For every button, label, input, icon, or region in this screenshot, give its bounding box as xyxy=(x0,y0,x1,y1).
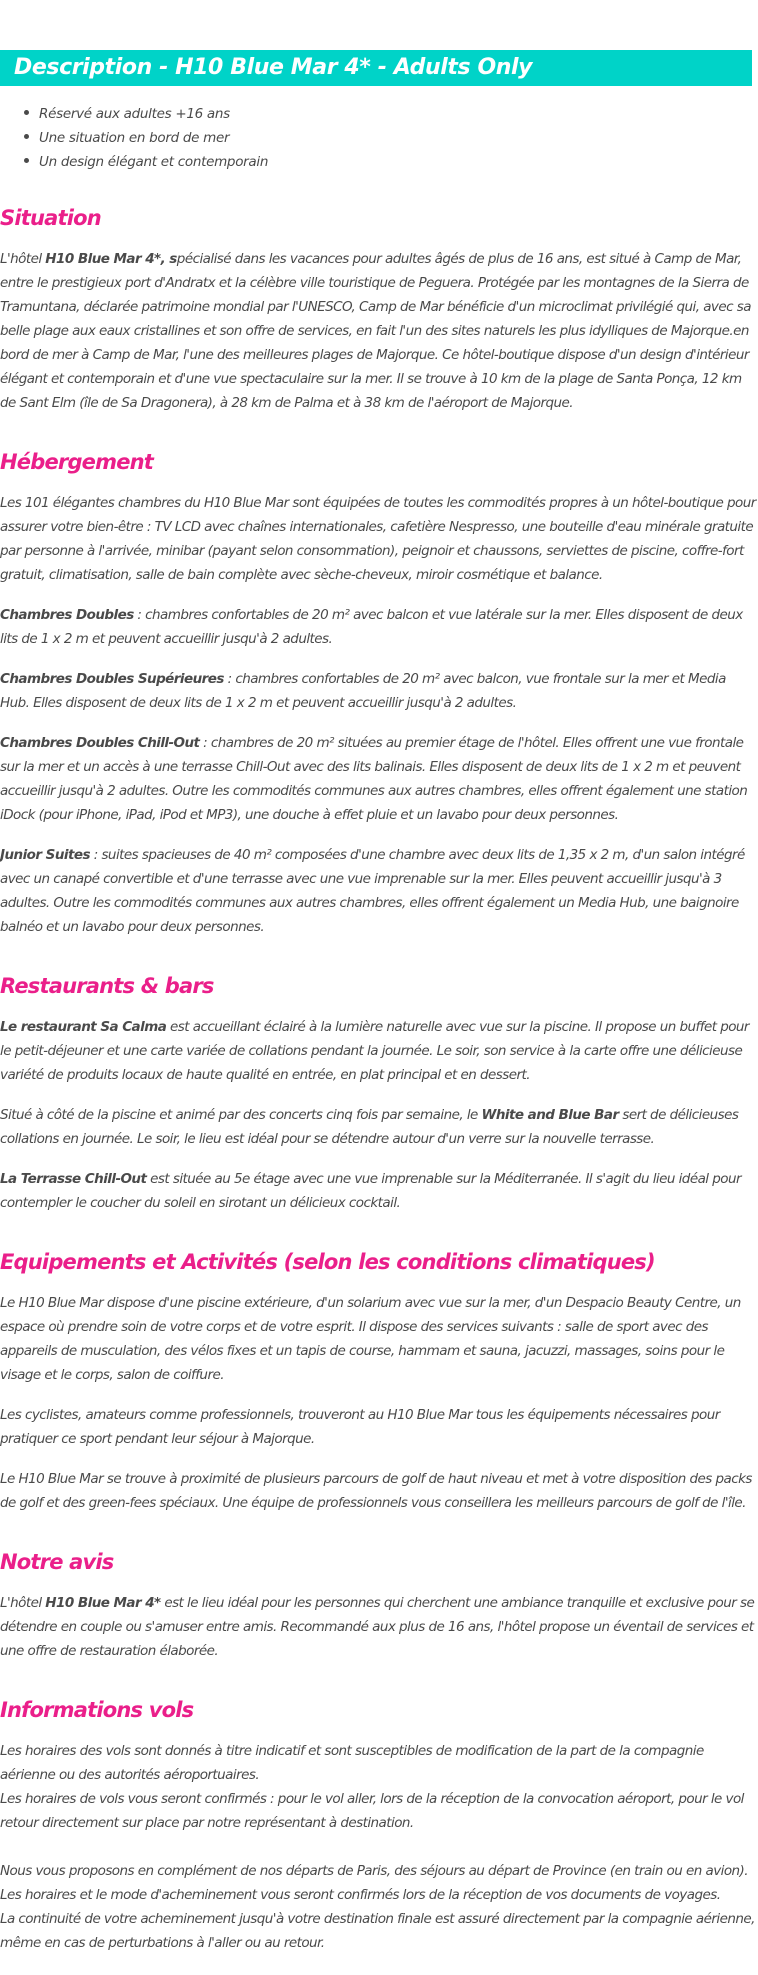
room-name: Chambres Doubles Chill-Out xyxy=(0,735,200,751)
section-heading-situation: Situation xyxy=(0,206,101,230)
avis-paragraph xyxy=(0,1591,758,1663)
text: Situé à côté de la piscine et animé par des concerts cinq fois par semaine, le xyxy=(0,1107,482,1123)
section-heading-restaurants: Restaurants & bars xyxy=(0,974,214,998)
text: L'hôtel xyxy=(0,251,46,267)
text: pécialisé dans les vacances pour adultes âgés de plus de 16 ans, est situé à Camp de Mar, entre le prestigieux port d'Andratx et la célèbre ville touristique de Peguera. Protégée par les montagnes de la Sierra de Tramuntana, déclarée patrimoine mondial par l'UNESCO, Camp de Mar bénéficie d'un microclimat privilégié qui, avec sa belle plage aux eaux cristallines et son offre de services, en fait l'un des sites naturels les plus idylliques de Majorque.en bord de mer à Camp de Mar, l'une des meilleures plages de Majorque. Ce hôtel-boutique dispose d'un design d'intérieur élégant et contemporain et d'une vue spectaculaire sur la mer. Il se trouve à 10 km de la plage de Santa Ponça, 12 km de Sant Elm (île de Sa Dragonera), à 28 km de Palma et à 38 km de l'aéroport de Majorque. xyxy=(0,251,751,411)
venue-name: Le restaurant Sa Calma xyxy=(0,1019,167,1035)
highlight-text: Réservé aux adultes +16 ans xyxy=(39,106,230,122)
bullet-icon xyxy=(24,134,29,139)
situation-paragraph xyxy=(0,247,758,415)
text: sert de délicieuses collations en journée. Le soir, le lieu est idéal pour se détendre autour d'un verre sur la nouvelle terrasse. xyxy=(0,1107,739,1147)
room-text: : chambres de 20 m² situées au premier étage de l'hôtel. Elles offrent une vue frontale sur la mer et un accès à une terrasse Chill-Out avec des lits balinais. Elles disposent de deux lits de 1 x 2 m et peuvent accueillir jusqu'à 2 adultes. Outre les commodités communes aux autres chambres, elles offrent également une station iDock (pour iPhone, iPad, iPod et MP3), une douche à effet pluie et un lavabo pour deux personnes. xyxy=(0,735,748,823)
room-name: Chambres Doubles Supérieures xyxy=(0,671,224,687)
hotel-name: H10 Blue Mar 4*, s xyxy=(45,251,177,267)
hebergement-intro: Les 101 élégantes chambres du H10 Blue Mar sont équipées de toutes les commodités propres à un hôtel-boutique pour assurer votre bien-être : TV LCD avec chaînes internationales, cafetière Nespresso, une bouteille d'eau minérale gratuite par personne à l'arrivée, minibar (payant selon consommation), peignoir et chaussons, serviettes de piscine, coffre-fort gratuit, climatisation, salle de bain complète avec sèche-cheveux, miroir cosmétique et balance. xyxy=(0,495,756,583)
vols-line: Les horaires des vols sont donnés à titre indicatif et sont susceptibles de modification de la part de la compagnie aérienne ou des autorités aéroportuaires. xyxy=(0,1743,704,1783)
vols-line: Les horaires et le mode d'acheminement vous seront confirmés lors de la réception de vos documents de voyages. xyxy=(0,1887,721,1903)
terrace-paragraph xyxy=(0,1167,758,1215)
list-item xyxy=(24,150,758,174)
equipements-paragraph: Les cyclistes, amateurs comme professionnels, trouveront au H10 Blue Mar tous les équipements nécessaires pour pratiquer ce sport pendant leur séjour à Majorque. xyxy=(0,1407,720,1447)
room-text: : chambres confortables de 20 m² avec balcon, vue frontale sur la mer et Media Hub. Elles disposent de deux lits de 1 x 2 m et peuvent accueillir jusqu'à 2 adultes. xyxy=(0,671,726,711)
list-item xyxy=(24,102,758,126)
text: est le lieu idéal pour les personnes qui cherchent une ambiance tranquille et exclusive pour se détendre en couple ou s'amuser entre amis. Recommandé aux plus de 16 ans, l'hôtel propose un éventail de services et une offre de restauration élaborée. xyxy=(0,1595,755,1659)
highlight-text: Un design élégant et contemporain xyxy=(39,154,269,170)
room-name: Chambres Doubles xyxy=(0,607,134,623)
section-heading-vols: Informations vols xyxy=(0,1698,194,1722)
equipements-paragraph: Le H10 Blue Mar dispose d'une piscine extérieure, d'un solarium avec vue sur la mer, d'un Despacio Beauty Centre, un espace où prendre soin de votre corps et de votre esprit. Il dispose des services suivants : salle de sport avec des appareils de musculation, des vélos fixes et un tapis de course, hammam et sauna, jacuzzi, massages, soins pour le visage et le corps, salon de coiffure. xyxy=(0,1295,741,1383)
list-item xyxy=(24,126,758,150)
room-paragraph xyxy=(0,667,758,715)
banner-title: Description - H10 Blue Mar 4* - Adults Only xyxy=(14,55,533,80)
bullet-icon xyxy=(24,110,29,115)
vols-line: Nous vous proposons en complément de nos départs de Paris, des séjours au départ de Province (en train ou en avion). xyxy=(0,1863,749,1879)
venue-name: La Terrasse Chill-Out xyxy=(0,1171,147,1187)
highlights-list xyxy=(0,102,758,174)
highlight-text: Une situation en bord de mer xyxy=(39,130,230,146)
room-paragraph xyxy=(0,731,758,827)
room-text: : suites spacieuses de 40 m² composées d'une chambre avec deux lits de 1,35 x 2 m, d'un salon intégré avec un canapé convertible et d'une terrasse avec une vue imprenable sur la mer. Elles peuvent accueillir jusqu'à 3 adultes. Outre les commodités communes aux autres chambres, elles offrent également un Media Hub, une baignoire balnéo et un lavabo pour deux personnes. xyxy=(0,847,745,935)
equipements-paragraph: Le H10 Blue Mar se trouve à proximité de plusieurs parcours de golf de haut niveau et met à votre disposition des packs de golf et des green-fees spéciaux. Une équipe de professionnels vous conseillera les meilleurs parcours de golf de l'île. xyxy=(0,1471,752,1511)
bar-paragraph xyxy=(0,1103,758,1151)
room-text: : chambres confortables de 20 m² avec balcon et vue latérale sur la mer. Elles disposent de deux lits de 1 x 2 m et peuvent accueillir jusqu'à 2 adultes. xyxy=(0,607,743,647)
bullet-icon xyxy=(24,158,29,163)
text: est située au 5e étage avec une vue imprenable sur la Méditerranée. Il s'agit du lieu idéal pour contempler le coucher du soleil en sirotant un délicieux cocktail. xyxy=(0,1171,741,1211)
section-heading-equipements: Equipements et Activités (selon les conditions climatiques) xyxy=(0,1250,655,1274)
vols-line: La continuité de votre acheminement jusqu'à votre destination finale est assuré directement par la compagnie aérienne, même en cas de perturbations à l'aller ou au retour. xyxy=(0,1911,755,1951)
room-paragraph xyxy=(0,843,758,939)
room-name: Junior Suites xyxy=(0,847,90,863)
text: est accueillant éclairé à la lumière naturelle avec vue sur la piscine. Il propose un buffet pour le petit-déjeuner et une carte variée de collations pendant la journée. Le soir, son service à la carte offre une délicieuse variété de produits locaux de haute qualité en entrée, en plat principal et en dessert. xyxy=(0,1019,749,1083)
text: L'hôtel xyxy=(0,1595,46,1611)
hotel-name: H10 Blue Mar 4* xyxy=(45,1595,161,1611)
section-heading-hebergement: Hébergement xyxy=(0,450,154,474)
description-banner xyxy=(0,50,752,86)
section-heading-avis: Notre avis xyxy=(0,1550,114,1574)
venue-name: White and Blue Bar xyxy=(481,1107,619,1123)
vols-line: Les horaires de vols vous seront confirmés : pour le vol aller, lors de la réception de la convocation aéroport, pour le vol retour directement sur place par notre représentant à destination. xyxy=(0,1791,744,1831)
room-paragraph xyxy=(0,603,758,651)
restaurant-paragraph xyxy=(0,1015,758,1087)
